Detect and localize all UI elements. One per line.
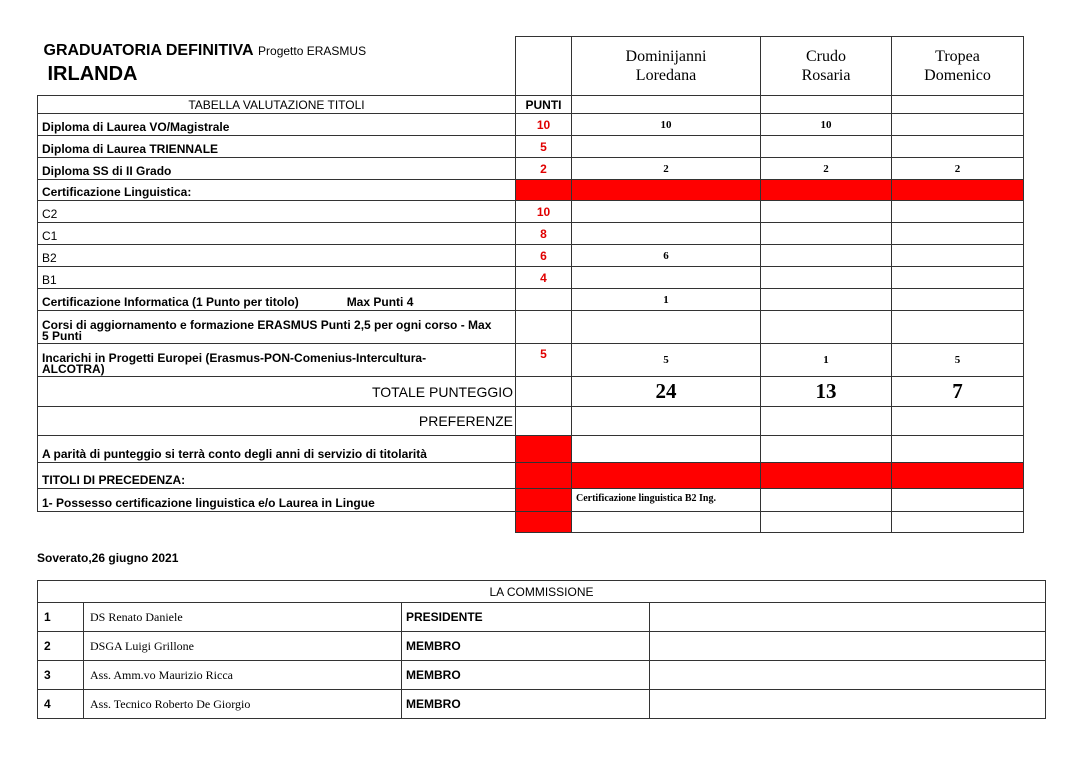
total-row — [38, 377, 1024, 407]
empty-header-cell — [516, 37, 572, 96]
total-score: 7 — [892, 377, 1024, 407]
criterion-points: 10 — [516, 114, 572, 136]
preferences-label: PREFERENZE — [38, 407, 516, 436]
precedence-value — [892, 489, 1024, 512]
member-role: MEMBRO — [402, 661, 650, 690]
precedence-label: TITOLI DI PRECEDENZA: — [38, 463, 516, 489]
highlight-cell — [572, 180, 761, 201]
document-title: GRADUATORIA DEFINITIVA — [43, 41, 254, 59]
preferences-row — [38, 407, 1024, 436]
commission-row — [38, 603, 1046, 632]
table-row — [38, 289, 1024, 311]
highlight-cell — [516, 463, 572, 489]
candidate-surname: Domenico — [924, 67, 991, 84]
precedence-item-row — [38, 489, 1024, 512]
criterion-max-note: Max Punti 4 — [346, 295, 414, 309]
table-row — [38, 158, 1024, 180]
total-score: 13 — [761, 377, 892, 407]
score-cell — [572, 136, 761, 158]
score-cell — [892, 311, 1024, 344]
highlight-cell — [892, 180, 1024, 201]
score-cell — [761, 311, 892, 344]
signature-cell — [650, 661, 1046, 690]
score-cell: 2 — [572, 158, 761, 180]
member-name: Ass. Tecnico Roberto De Giorgio — [84, 690, 402, 719]
score-cell — [761, 201, 892, 223]
commission-title: LA COMMISSIONE — [38, 581, 1046, 603]
candidate-surname: Loredana — [635, 67, 697, 84]
score-cell — [761, 223, 892, 245]
criterion-label: C1 — [38, 223, 516, 245]
criterion-points — [516, 311, 572, 344]
table-row — [38, 114, 1024, 136]
score-cell: 1 — [572, 289, 761, 311]
score-cell — [761, 136, 892, 158]
table-row — [38, 267, 1024, 289]
criterion-points: 4 — [516, 267, 572, 289]
member-role: MEMBRO — [402, 690, 650, 719]
ranking-table — [37, 36, 1024, 533]
table-row — [38, 311, 1024, 344]
candidate-header-3 — [892, 37, 1024, 96]
highlight-cell — [761, 463, 892, 489]
criterion-label: Certificazione Linguistica: — [38, 180, 516, 201]
member-number: 2 — [38, 632, 84, 661]
score-cell — [892, 201, 1024, 223]
score-cell — [572, 311, 761, 344]
precedence-item: 1- Possesso certificazione linguistica e/o Laurea in Lingue — [38, 489, 516, 512]
signature-cell — [650, 603, 1046, 632]
score-cell — [892, 136, 1024, 158]
precedence-value — [761, 489, 892, 512]
commission-row — [38, 690, 1046, 719]
criterion-label: Corsi di aggiornamento e formazione ERASMUS Punti 2,5 per ogni corso - Max 5 Punti — [38, 311, 516, 344]
score-cell: 10 — [761, 114, 892, 136]
table-row — [38, 201, 1024, 223]
score-cell — [761, 267, 892, 289]
member-name: DS Renato Daniele — [84, 603, 402, 632]
table-row — [38, 245, 1024, 267]
criterion-label: Diploma di Laurea TRIENNALE — [38, 136, 516, 158]
score-cell — [572, 267, 761, 289]
member-number: 1 — [38, 603, 84, 632]
member-name: DSGA Luigi Grillone — [84, 632, 402, 661]
candidate-header-2 — [761, 37, 892, 96]
criteria-header: TABELLA VALUTAZIONE TITOLI — [38, 96, 516, 114]
score-cell: 2 — [892, 158, 1024, 180]
candidate-surname: Rosaria — [801, 67, 851, 84]
member-name: Ass. Amm.vo Maurizio Ricca — [84, 661, 402, 690]
signature-cell — [650, 632, 1046, 661]
criterion-label: B2 — [38, 245, 516, 267]
highlight-cell — [516, 436, 572, 463]
date-line: Soverato,26 giugno 2021 — [37, 551, 179, 565]
table-row — [38, 223, 1024, 245]
table-row — [38, 344, 1024, 377]
member-role: PRESIDENTE — [402, 603, 650, 632]
score-cell: 5 — [572, 344, 761, 377]
score-cell: 1 — [761, 344, 892, 377]
score-cell — [892, 223, 1024, 245]
score-cell: 6 — [572, 245, 761, 267]
score-cell — [761, 289, 892, 311]
highlight-cell — [516, 489, 572, 512]
criterion-points: 2 — [516, 158, 572, 180]
tie-rule-text: A parità di punteggio si terrà conto degli anni di servizio di titolarità — [38, 436, 516, 463]
score-cell — [892, 114, 1024, 136]
points-header: PUNTI — [516, 96, 572, 114]
tie-rule-row — [38, 436, 1024, 463]
member-role: MEMBRO — [402, 632, 650, 661]
candidate-header-1 — [572, 37, 761, 96]
document-header — [38, 37, 516, 96]
highlight-cell — [516, 512, 572, 533]
criterion-label: Incarichi in Progetti Europei (Erasmus-PON-Comenius-Intercultura-ALCOTRA) — [38, 344, 516, 377]
signature-cell — [650, 690, 1046, 719]
criterion-points: 5 — [516, 136, 572, 158]
score-cell: 5 — [892, 344, 1024, 377]
score-cell — [892, 289, 1024, 311]
highlight-cell — [572, 463, 761, 489]
score-cell — [761, 245, 892, 267]
precedence-row — [38, 463, 1024, 489]
score-cell — [892, 245, 1024, 267]
criterion-points: 10 — [516, 201, 572, 223]
highlight-cell — [516, 180, 572, 201]
score-cell: 2 — [761, 158, 892, 180]
criterion-label: C2 — [38, 201, 516, 223]
table-row — [38, 180, 1024, 201]
highlight-cell — [892, 463, 1024, 489]
commission-row — [38, 661, 1046, 690]
criterion-points: 6 — [516, 245, 572, 267]
criterion-points: 8 — [516, 223, 572, 245]
commission-row — [38, 632, 1046, 661]
criterion-points — [516, 289, 572, 311]
member-number: 3 — [38, 661, 84, 690]
commission-table — [37, 580, 1046, 719]
empty-cell — [38, 512, 516, 533]
score-cell — [572, 201, 761, 223]
member-number: 4 — [38, 690, 84, 719]
document-subtitle: Progetto ERASMUS — [258, 43, 367, 58]
score-cell — [892, 267, 1024, 289]
table-row — [38, 136, 1024, 158]
precedence-value: Certificazione linguistica B2 Ing. — [572, 489, 761, 512]
highlight-cell — [761, 180, 892, 201]
criterion-label — [38, 289, 516, 311]
candidate-name: Dominijanni — [625, 48, 707, 65]
criterion-points: 5 — [516, 344, 572, 377]
candidate-name: Tropea — [935, 48, 980, 65]
score-cell — [572, 223, 761, 245]
criterion-text: Certificazione Informatica (1 Punto per titolo) — [42, 295, 299, 309]
criterion-label: Diploma di Laurea VO/Magistrale — [38, 114, 516, 136]
total-label: TOTALE PUNTEGGIO — [38, 377, 516, 407]
candidate-name: Crudo — [806, 48, 846, 65]
destination-title: IRLANDA — [47, 62, 138, 85]
score-cell: 10 — [572, 114, 761, 136]
total-score: 24 — [572, 377, 761, 407]
criterion-label: B1 — [38, 267, 516, 289]
criterion-label: Diploma SS di II Grado — [38, 158, 516, 180]
